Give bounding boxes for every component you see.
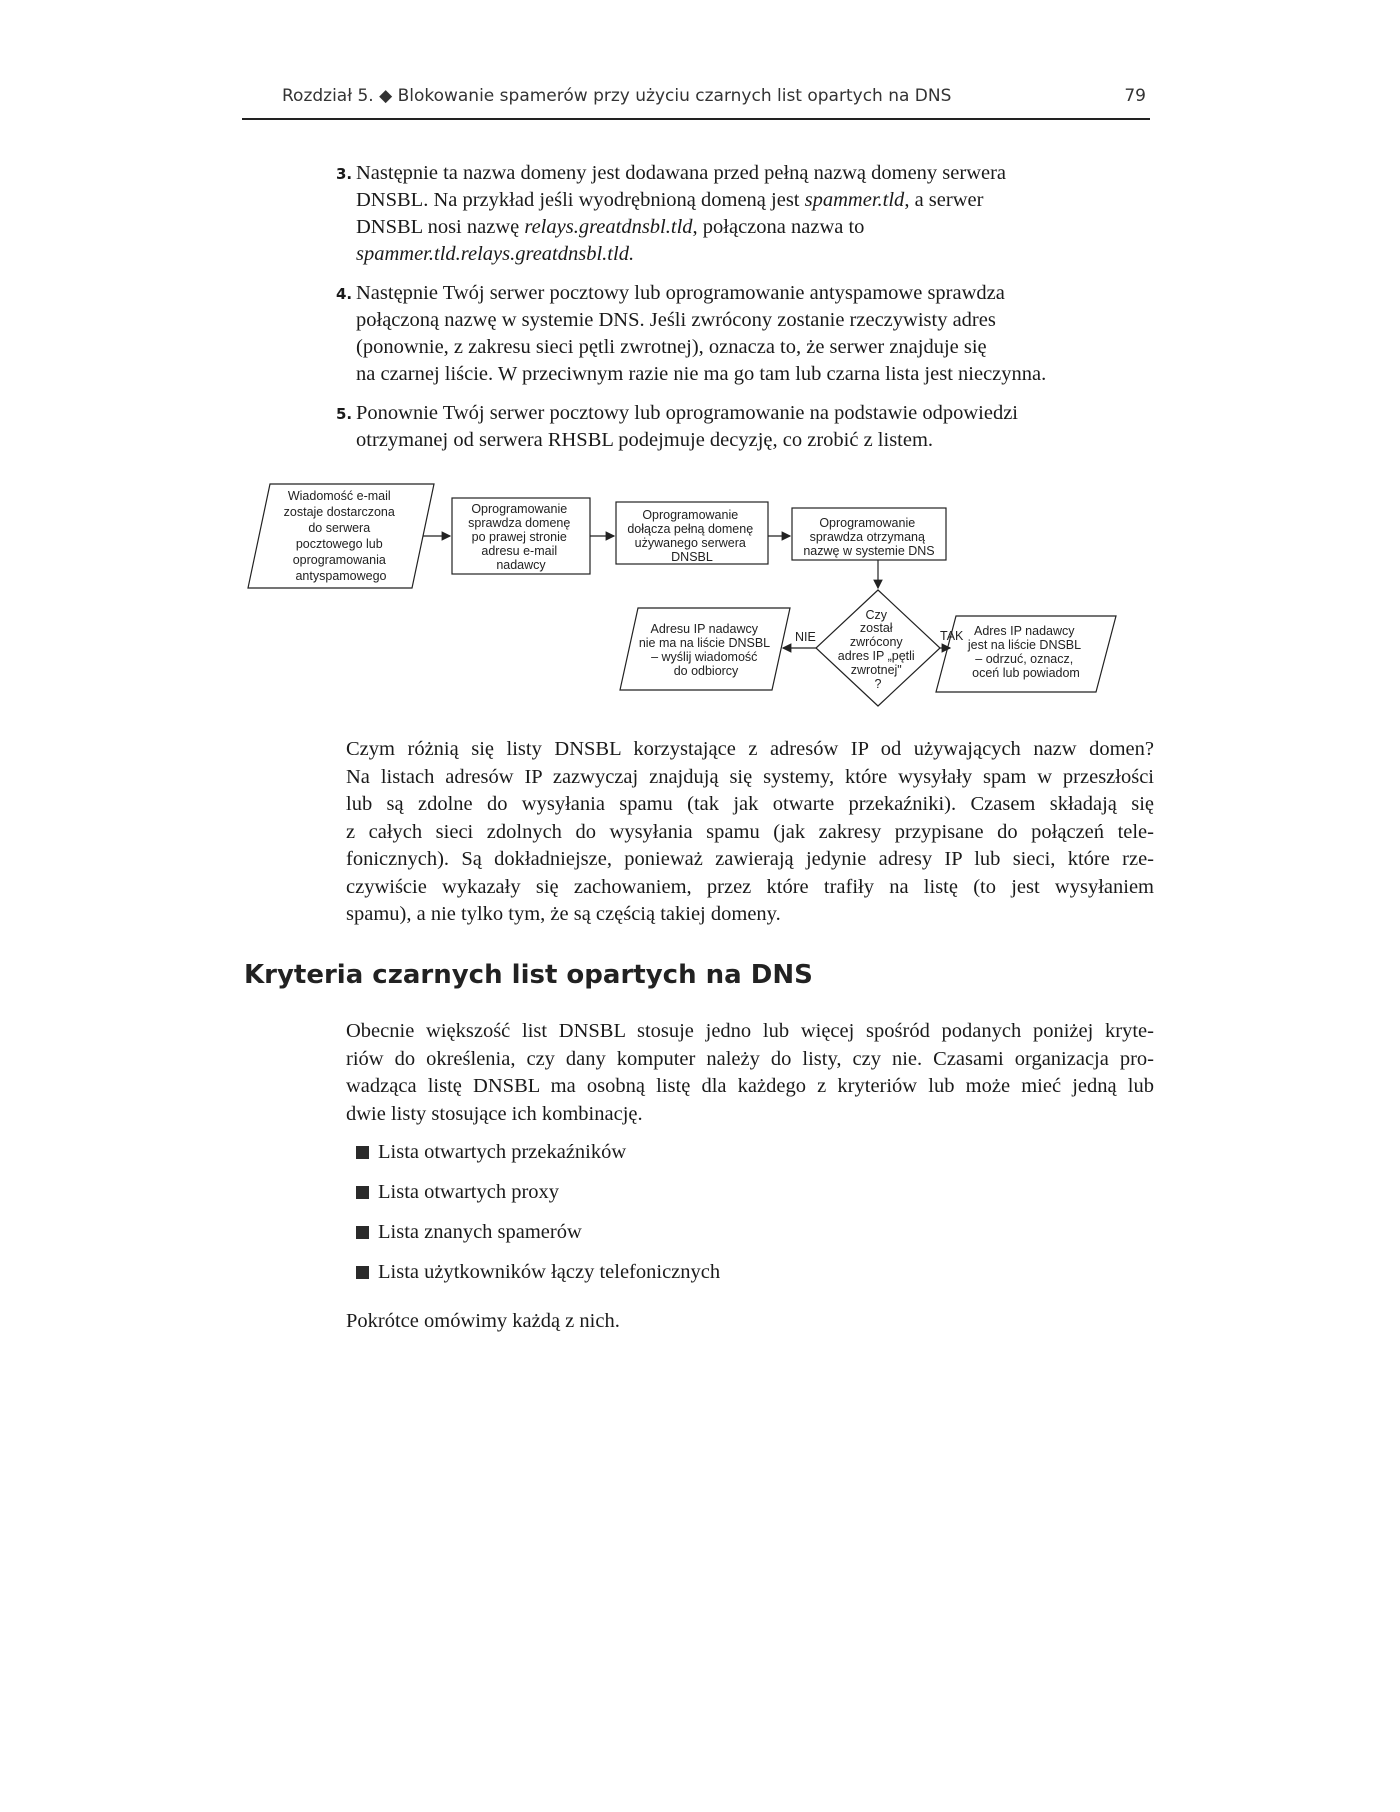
diagram-text: ? — [874, 677, 882, 691]
step-line: Ponownie Twój serwer pocztowy lub oprogramowanie na podstawie odpowiedzi — [356, 402, 1019, 424]
paragraph-line: spamu), a nie tylko tym, że są częścią takiej domeny. — [346, 903, 781, 925]
diagram-text: Wiadomość e-mail — [287, 489, 391, 503]
append-domain-text — [627, 508, 756, 564]
diagram-text: adresu e-mail — [481, 544, 558, 558]
italic-run: relays.greatdnsbl.tld — [524, 216, 693, 238]
diagram-text: po prawej stronie — [471, 530, 567, 544]
paragraph-line: czywiście wykazały się zachowaniem, przez które trafiły na listę (to jest wysyłaniem — [346, 875, 1154, 898]
diagram-text: Oprogramowanie — [471, 502, 568, 516]
step-5 — [336, 400, 1156, 454]
diagram-text: Adresu IP nadawcy — [650, 622, 758, 636]
step-line: Następnie ta nazwa domeny jest dodawana przed pełną nazwą domeny serwera — [356, 162, 1007, 184]
diagram-text: zwrócony — [849, 635, 903, 649]
flowchart-diagram — [240, 478, 1160, 710]
diagram-text: został — [859, 621, 893, 635]
section-heading: Kryteria czarnych list opartych na DNS — [244, 960, 813, 990]
diagram-text: nie ma na liście DNSBL — [638, 636, 770, 650]
diagram-text: zwrotnej" — [850, 663, 902, 677]
diagram-text: – wyślij wiadomość — [651, 650, 758, 664]
diagram-text: do odbiorcy — [673, 664, 739, 678]
diagram-text: adres IP „pętli — [837, 649, 915, 663]
step-line: spammer.tld.relays.greatdnsbl.tld. — [356, 243, 635, 265]
step-line: połączoną nazwę w systemie DNS. Jeśli zwrócony zostanie rzeczywisty adres — [356, 309, 996, 331]
step-4 — [336, 280, 1156, 388]
closing-sentence: Pokrótce omówimy każdą z nich. — [346, 1310, 620, 1332]
text-run: DNSBL. Na przykład jeśli wyodrębnioną domeną jest — [356, 189, 805, 211]
diagram-text: DNSBL — [671, 550, 713, 564]
paragraph-line: riów do określenia, czy dany komputer należy do listy, czy nie. Czasami organizacja pro- — [346, 1047, 1154, 1070]
diagram-text: nadawcy — [496, 558, 546, 572]
no-label: NIE — [795, 630, 816, 644]
diagram-text: zostaje dostarczona — [283, 505, 395, 519]
diagram-text: sprawdza otrzymaną — [809, 530, 925, 544]
diagram-text: – odrzuć, oznacz, — [975, 652, 1074, 666]
running-header — [242, 84, 1150, 120]
step-line: na czarnej liście. W przeciwnym razie nie ma go tam lub czarna lista jest nieczynna. — [356, 363, 1047, 385]
step-number: 3. — [336, 165, 353, 183]
step-line — [356, 214, 1156, 241]
dns-lookup-text — [803, 516, 934, 558]
numbered-steps — [336, 160, 1156, 466]
bullet-square-icon — [356, 1146, 369, 1159]
decision-text — [838, 608, 918, 691]
bullet-square-icon — [356, 1186, 369, 1199]
page-number: 79 — [1124, 86, 1146, 106]
step-line — [356, 187, 1156, 214]
paragraph-line: dwie listy stosujące ich kombinację. — [346, 1102, 643, 1125]
paragraph-line: Obecnie większość list DNSBL stosuje jedno lub więcej spośród podanych poniżej kryte- — [346, 1020, 1154, 1042]
step-line: (ponownie, z zakresu sieci pętli zwrotnej), oznacza to, że serwer znajduje się — [356, 336, 987, 358]
diagram-text: pocztowego lub — [295, 537, 383, 551]
text-run: , a serwer — [904, 189, 984, 211]
diagram-text: dołącza pełną domenę — [627, 522, 754, 536]
diagram-text: do serwera — [308, 521, 371, 535]
diagram-text: Adres IP nadawcy — [973, 624, 1075, 638]
paragraph-line: z całych sieci zdolnych do wysyłania spamu (jak zakresy przypisane do połączeń tele- — [346, 820, 1154, 843]
list-item-text: Lista otwartych przekaźników — [378, 1141, 627, 1163]
step-3 — [336, 160, 1156, 268]
text-run: DNSBL nosi nazwę — [356, 216, 525, 238]
list-item-text: Lista otwartych proxy — [378, 1181, 560, 1203]
bullet-square-icon — [356, 1226, 369, 1239]
list-item-text: Lista znanych spamerów — [378, 1221, 582, 1243]
check-domain-text — [468, 502, 574, 572]
step-number: 5. — [336, 405, 353, 423]
listed-text — [967, 624, 1084, 680]
diagram-text: oceń lub powiadom — [972, 666, 1080, 680]
diagram-text: sprawdza domenę — [468, 516, 571, 530]
diagram-text: Oprogramowanie — [642, 508, 739, 522]
diagram-text: Czy — [865, 608, 888, 622]
paragraph-ip-vs-domain — [346, 736, 1154, 929]
chapter-title: Rozdział 5. ◆ Blokowanie spamerów przy użyciu czarnych list opartych na DNS — [282, 86, 952, 106]
paragraph-line: wadząca listę DNSBL ma osobną listę dla każdego z kryteriów lub może mieć jedną lub — [346, 1075, 1154, 1097]
list-item-text: Lista użytkowników łączy telefonicznych — [378, 1261, 721, 1283]
start-box-text — [284, 489, 399, 583]
paragraph-line: lub są zdolne do wysyłania spamu (tak jak otwarte przekaźniki). Czasem składają się — [346, 793, 1154, 815]
paragraph-criteria — [346, 1018, 1154, 1128]
paragraph-line: fonicznych). Są dokładniejsze, ponieważ zawierają jedynie adresy IP lub sieci, które rze- — [346, 848, 1154, 870]
diagram-text: jest na liście DNSBL — [967, 638, 1081, 652]
diagram-text: nazwę w systemie DNS — [803, 544, 935, 558]
bullet-square-icon — [356, 1266, 369, 1279]
step-line: otrzymanej od serwera RHSBL podejmuje decyzję, co zrobić z listem. — [356, 429, 934, 451]
step-number: 4. — [336, 285, 353, 303]
diagram-text: antyspamowego — [295, 569, 387, 583]
diagram-text: oprogramowania — [292, 553, 386, 567]
yes-label: TAK — [940, 629, 964, 643]
diagram-text: Oprogramowanie — [819, 516, 916, 530]
italic-run: spammer.tld — [804, 189, 905, 211]
diagram-text: używanego serwera — [634, 536, 746, 550]
step-line: Następnie Twój serwer pocztowy lub oprogramowanie antyspamowe sprawdza — [356, 282, 1005, 304]
not-listed-text — [639, 622, 773, 678]
paragraph-line: Czym różnią się listy DNSBL korzystające z adresów IP od używających nazw domen? — [346, 738, 1154, 760]
text-run: , połączona nazwa to — [692, 216, 865, 238]
paragraph-line: Na listach adresów IP zazwyczaj znajdują się systemy, które wysyłały spam w przeszłości — [346, 765, 1154, 788]
